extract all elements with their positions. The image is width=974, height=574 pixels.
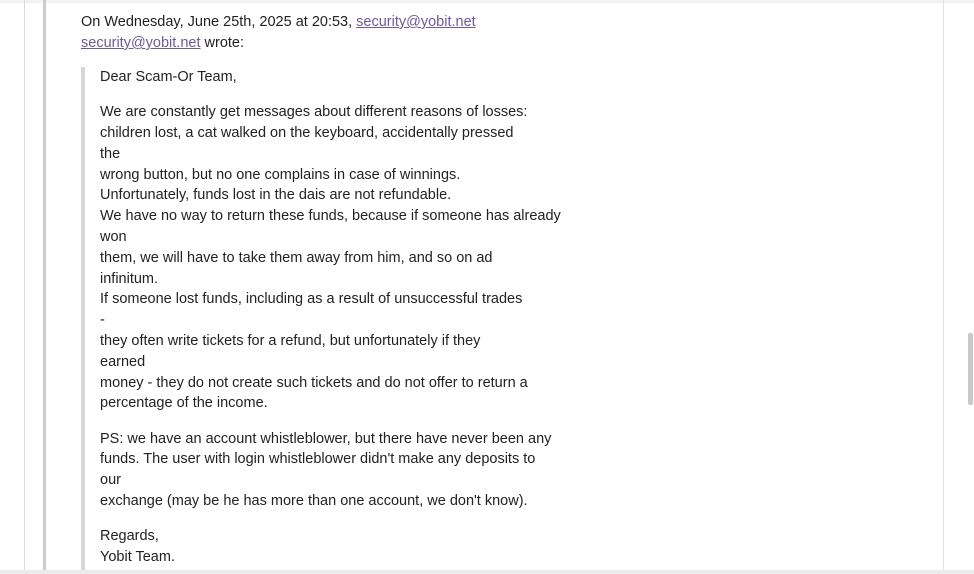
inner-quote-bar xyxy=(81,67,85,574)
ps-line: exchange (may be he has more than one account, we don't know). xyxy=(100,492,528,509)
greeting xyxy=(100,67,570,88)
body-line: We are constantly get messages about different reasons of losses: xyxy=(100,104,528,121)
body-line: infinitum. xyxy=(100,270,159,287)
right-border xyxy=(943,0,944,574)
body-line: they often write tickets for a refund, but unfortunately if they xyxy=(100,332,481,349)
body-line: the xyxy=(100,145,121,162)
body-line: - xyxy=(100,312,105,329)
sender-email-link[interactable]: security@yobit.net xyxy=(356,14,476,30)
left-border xyxy=(24,0,25,574)
quote-attribution xyxy=(81,12,641,54)
signoff-line: Regards, xyxy=(100,528,159,545)
body-line: percentage of the income. xyxy=(100,395,268,412)
top-divider xyxy=(0,0,974,3)
body-line: Unfortunately, funds lost in the dais are not refundable. xyxy=(100,187,452,204)
attribution-suffix: wrote: xyxy=(204,35,245,51)
body-line: If someone lost funds, including as a result of unsuccessful trades xyxy=(100,291,523,308)
greeting-line: Dear Scam-Or Team, xyxy=(100,69,237,85)
signoff xyxy=(100,526,570,568)
ps-line: PS: we have an account whistleblower, but there have never been any xyxy=(100,430,552,447)
body-paragraph xyxy=(100,102,570,414)
body-line: children lost, a cat walked on the keyboard, accidentally pressed xyxy=(100,124,514,141)
signoff-line: Yobit Team. xyxy=(100,548,175,565)
ps-line: funds. The user with login whistleblower didn't make any deposits to xyxy=(100,451,536,468)
outer-quote-bar xyxy=(43,0,46,574)
body-line: earned xyxy=(100,353,146,370)
scrollbar-thumb[interactable] xyxy=(968,333,973,405)
ps-paragraph xyxy=(100,429,570,512)
body-line: money - they do not create such tickets and do not offer to return a xyxy=(100,374,528,391)
sender-email-link-secondary[interactable]: security@yobit.net xyxy=(81,35,201,51)
bottom-divider xyxy=(0,570,974,574)
quoted-message xyxy=(100,67,570,574)
body-line: wrong button, but no one complains in case of winnings. xyxy=(100,166,461,183)
body-line: them, we will have to take them away from him, and so on ad xyxy=(100,249,493,266)
attribution-prefix: On Wednesday, June 25th, 2025 at 20:53, xyxy=(81,14,353,30)
ps-line: our xyxy=(100,472,121,489)
body-line: won xyxy=(100,228,127,245)
body-line: We have no way to return these funds, because if someone has already xyxy=(100,208,561,225)
